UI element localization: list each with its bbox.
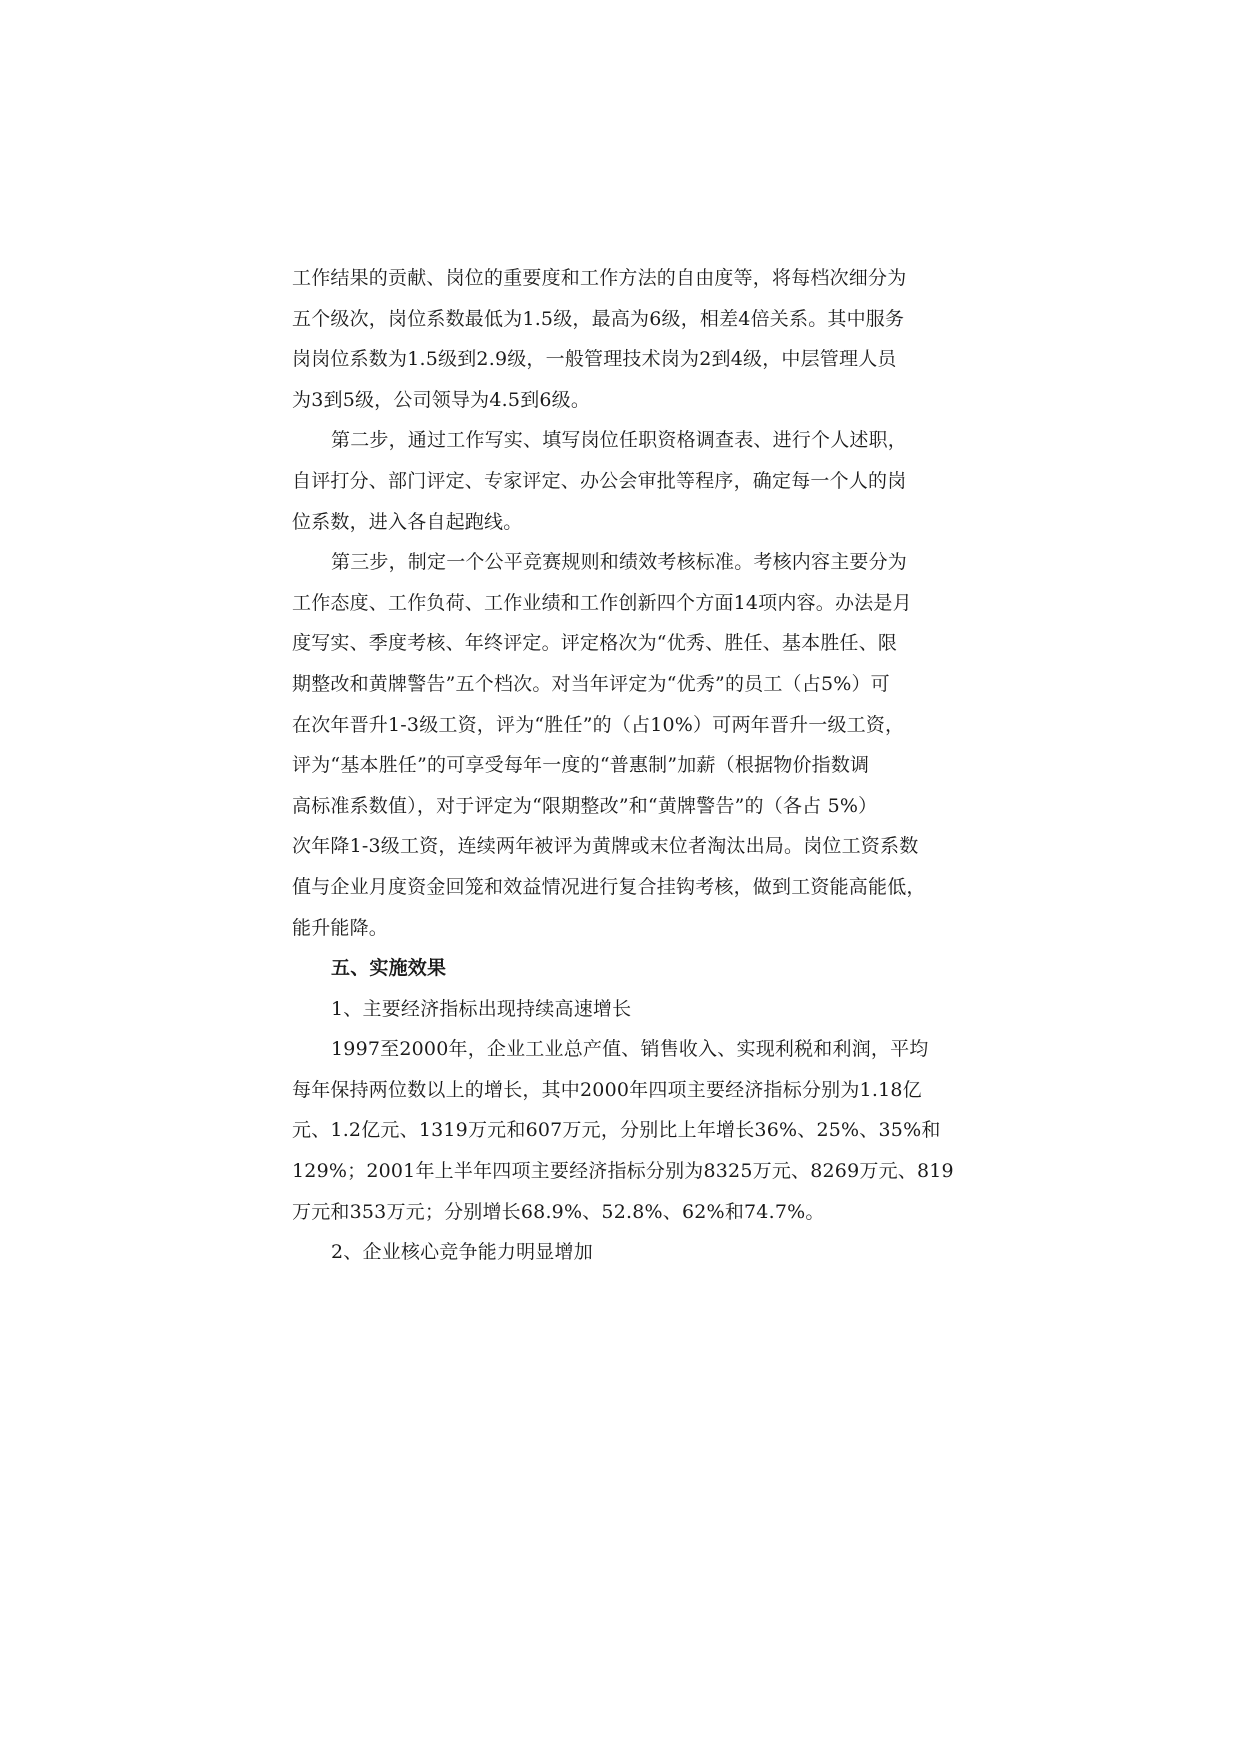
text-line: 1、主要经济指标出现持续高速增长 <box>331 997 632 1020</box>
text-line: 五、实施效果 <box>331 957 447 980</box>
subsection-heading <box>292 989 952 1030</box>
text-line: 自评打分、部门评定、专家评定、办公会审批等程序，确定每一个人的岗 <box>292 469 907 492</box>
document-page <box>292 258 952 1273</box>
document-body <box>292 258 952 1273</box>
text-line: 为3到5级，公司领导为4.5到6级。 <box>292 388 591 411</box>
text-line: 次年降1-3级工资，连续两年被评为黄牌或末位者淘汰出局。岗位工资系数 <box>292 835 919 858</box>
paragraph <box>292 1029 952 1232</box>
text-line: 第二步，通过工作写实、填写岗位任职资格调查表、进行个人述职， <box>331 429 908 452</box>
text-line: 129%；2001年上半年四项主要经济指标分别为8325万元、8269万元、819 <box>292 1160 954 1183</box>
text-line: 值与企业月度资金回笼和效益情况进行复合挂钩考核，做到工资能高能低， <box>292 875 926 898</box>
text-line: 岗岗位系数为1.5级到2.9级，一般管理技术岗为2到4级，中层管理人员 <box>292 348 897 371</box>
text-line: 工作结果的贡献、岗位的重要度和工作方法的自由度等，将每档次细分为 <box>292 267 907 289</box>
section-heading <box>292 948 952 989</box>
text-line: 期整改和黄牌警告”五个档次。对当年评定为“优秀”的员工（占5%）可 <box>292 672 890 695</box>
paragraph <box>292 542 952 948</box>
text-line: 度写实、季度考核、年终评定。评定格次为“优秀、胜任、基本胜任、限 <box>292 632 898 655</box>
text-line: 2、企业核心竞争能力明显增加 <box>331 1241 593 1264</box>
paragraph <box>292 420 952 542</box>
text-line: 工作态度、工作负荷、工作业绩和工作创新四个方面14项内容。办法是月 <box>292 591 912 614</box>
text-line: 每年保持两位数以上的增长，其中2000年四项主要经济指标分别为1.18亿 <box>292 1078 922 1101</box>
text-line: 万元和353万元；分别增长68.9%、52.8%、62%和74.7%。 <box>292 1200 825 1223</box>
text-line: 位系数，进入各自起跑线。 <box>292 510 523 533</box>
text-line: 评为“基本胜任”的可享受每年一度的“普惠制”加薪（根据物价指数调 <box>292 754 870 777</box>
text-line: 在次年晋升1-3级工资，评为“胜任”的（占10%）可两年晋升一级工资， <box>292 713 905 736</box>
subsection-heading <box>292 1232 952 1273</box>
text-line: 能升能降。 <box>292 916 389 939</box>
text-line: 五个级次，岗位系数最低为1.5级，最高为6级，相差4倍关系。其中服务 <box>292 307 905 330</box>
text-line: 元、1.2亿元、1319万元和607万元，分别比上年增长36%、25%、35%和 <box>292 1119 941 1142</box>
text-line: 高标准系数值），对于评定为“限期整改”和“黄牌警告”的（各占 5%） <box>292 794 878 817</box>
text-line: 第三步，制定一个公平竞赛规则和绩效考核标准。考核内容主要分为 <box>331 551 908 574</box>
paragraph <box>292 258 952 420</box>
text-line: 1997至2000年，企业工业总产值、销售收入、实现利税和利润，平均 <box>331 1038 929 1061</box>
